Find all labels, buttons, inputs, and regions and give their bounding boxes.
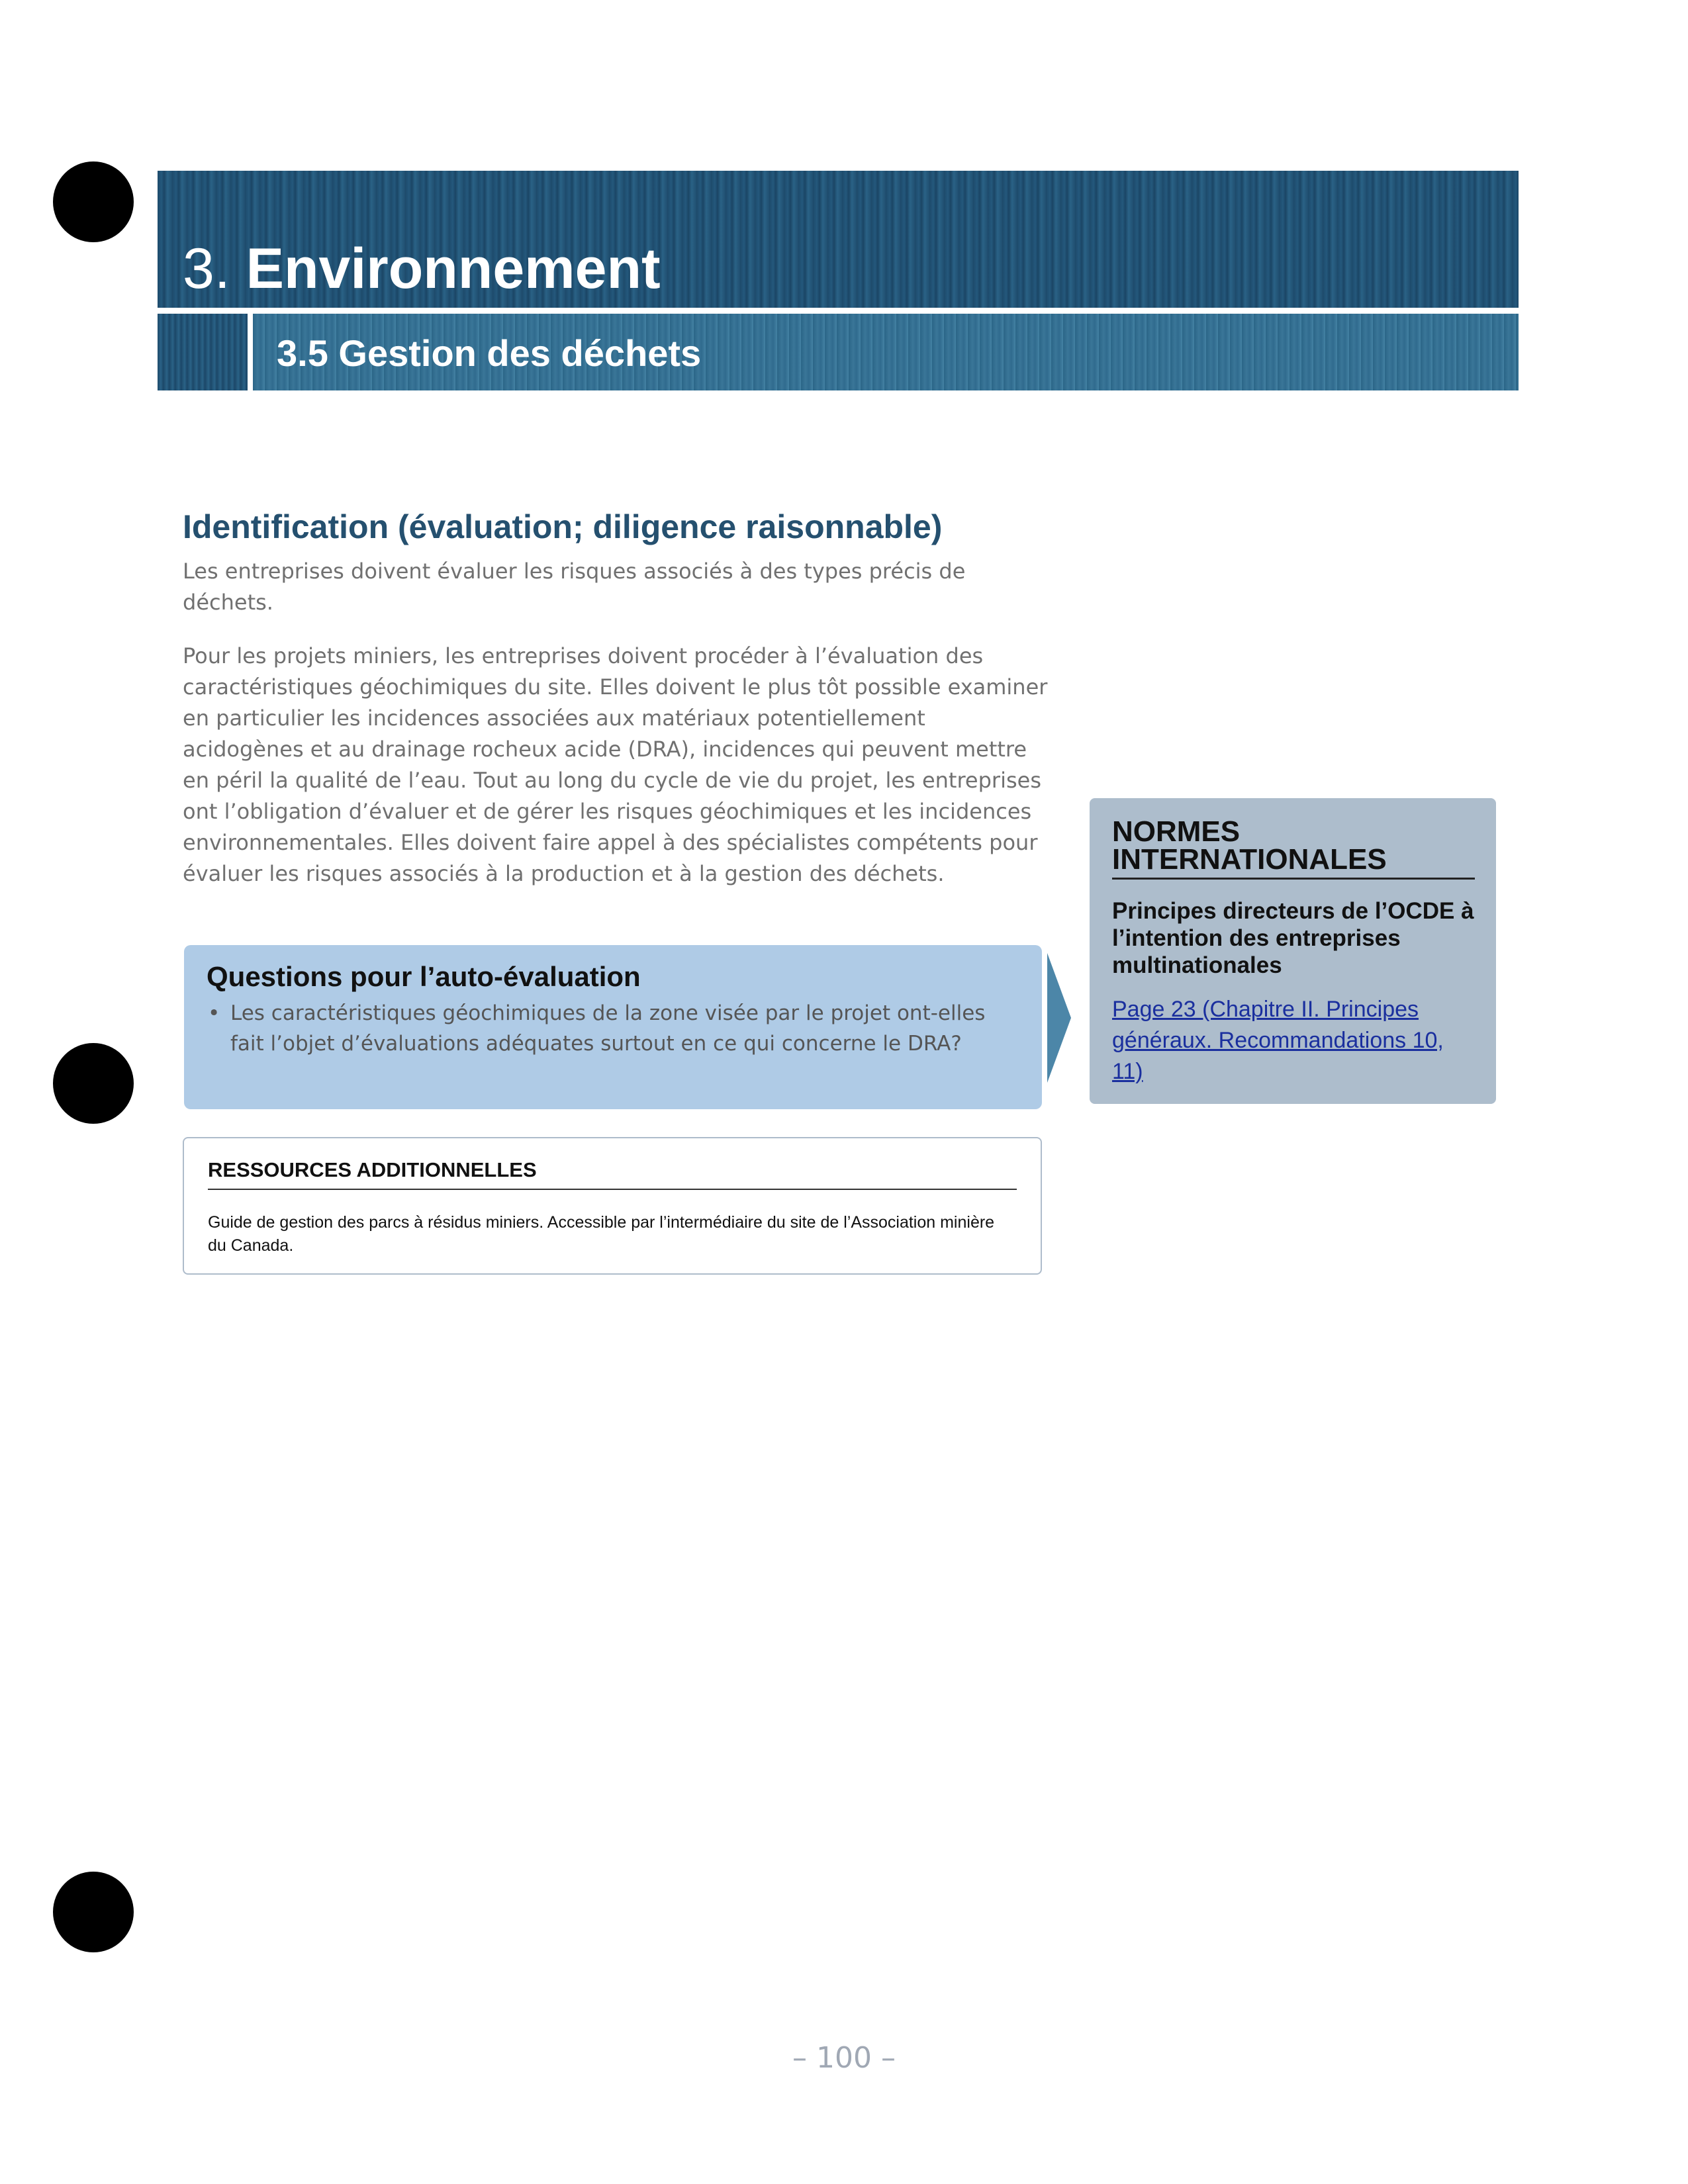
chapter-title: [183, 236, 661, 302]
chapter-name: Environnement: [246, 237, 661, 300]
punch-hole-middle: [53, 1043, 134, 1124]
additional-resources-text: Guide de gestion des parcs à résidus miniers. Accessible par l’intermédiaire du site de l’Association minière du Canada.: [208, 1213, 995, 1255]
self-assessment-title: Questions pour l’auto-évaluation: [207, 961, 641, 992]
self-assessment-list: [207, 998, 1014, 1059]
oecd-guidelines-title: Principes directeurs de l’OCDE à l’intention des entreprises multinationales: [1112, 898, 1474, 978]
section-banner-tab: [158, 314, 248, 390]
arrow-right-icon: [1047, 953, 1071, 1083]
section-banner: [253, 314, 1519, 390]
section-title: 3.5 Gestion des déchets: [277, 332, 702, 374]
page-number: – 100 –: [792, 2041, 896, 2075]
chapter-number: 3.: [183, 237, 230, 300]
identification-heading: Identification (évaluation; diligence raisonnable): [183, 508, 943, 545]
punch-hole-bottom: [53, 1872, 134, 1952]
international-standards-title: NORMES INTERNATIONALES: [1112, 818, 1475, 880]
international-standards-box: [1090, 798, 1496, 1104]
additional-resources-box: [183, 1137, 1042, 1275]
list-item: • Les caractéristiques géochimiques de la zone visée par le projet ont-elles fait l’objet d’évaluations adéquates surtout en ce qui concerne le DRA?: [207, 998, 1014, 1059]
paragraph-intro: Les entreprises doivent évaluer les risques associés à des types précis de déchets.: [183, 559, 966, 615]
chapter-banner: [158, 171, 1519, 308]
self-assessment-box: [184, 945, 1042, 1109]
oecd-guidelines-link[interactable]: Page 23 (Chapitre II. Principes généraux. Recommandations 10, 11): [1112, 997, 1444, 1084]
paragraph-mining: Pour les projets miniers, les entreprises doivent procéder à l’évaluation des caractéristiques géochimiques du site. Elles doivent le plus tôt possible examiner en particulier les incidences associées aux matériaux potentiellement acidogènes et au drainage rocheux acide (DRA), incidences qui peuvent mettre en péril la qualité de l’eau. Tout au long du cycle de vie du projet, les entreprises ont l’obligation d’évaluer et de gérer les risques géochimiques et les incidences environnementales. Elles doivent faire appel à des spécialistes compétents pour évaluer les risques associés à la production et à la gestion des déchets.: [183, 643, 1048, 886]
additional-resources-title: RESSOURCES ADDITIONNELLES: [208, 1157, 1017, 1190]
punch-hole-top: [53, 161, 134, 242]
